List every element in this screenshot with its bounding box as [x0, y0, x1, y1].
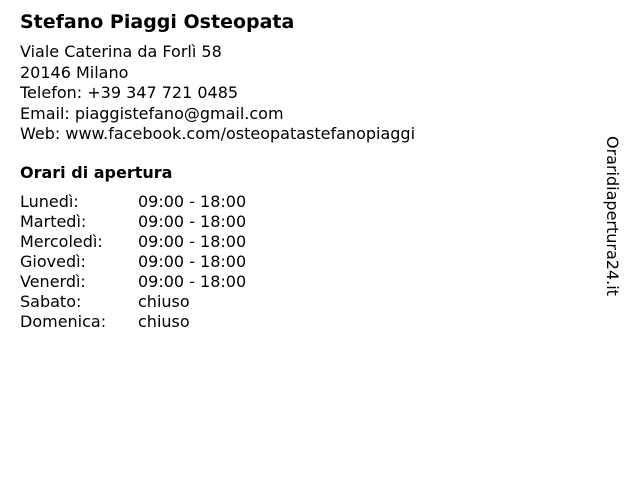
hours-row-saturday — [20, 292, 246, 312]
contact-block — [20, 42, 580, 145]
day-label: Martedì: — [20, 211, 87, 231]
web-text: Web: www.facebook.com/osteopatastefanopiaggi — [20, 124, 416, 143]
day-hours: 09:00 - 18:00 — [138, 211, 247, 231]
day-hours: 09:00 - 18:00 — [138, 271, 247, 291]
site-brand-text: Oraridiapertura24.it — [603, 136, 622, 296]
day-hours: 09:00 - 18:00 — [138, 251, 247, 271]
hours-row-monday — [20, 192, 246, 212]
day-hours: 09:00 - 18:00 — [138, 191, 247, 211]
address-city: 20146 Milano — [20, 62, 129, 82]
day-label: Mercoledì: — [20, 231, 103, 251]
hours-row-tuesday — [20, 212, 246, 232]
hours-row-thursday — [20, 252, 246, 272]
hours-row-sunday — [20, 312, 246, 332]
day-label: Domenica: — [20, 311, 107, 331]
hours-row-wednesday — [20, 232, 246, 252]
day-label: Lunedì: — [20, 191, 79, 211]
phone-text: Telefon: +39 347 721 0485 — [20, 83, 239, 102]
day-hours: chiuso — [138, 311, 190, 331]
address-street: Viale Caterina da Forlì 58 — [20, 42, 222, 61]
day-label: Sabato: — [20, 291, 82, 311]
business-card — [20, 10, 580, 332]
business-name: Stefano Piaggi Osteopata — [20, 11, 295, 33]
day-hours: chiuso — [138, 291, 190, 311]
day-label: Venerdì: — [20, 271, 86, 291]
email-text: Email: piaggistefano@gmail.com — [20, 103, 284, 123]
opening-hours-title: Orari di apertura — [20, 162, 173, 182]
day-hours: 09:00 - 18:00 — [138, 231, 247, 251]
day-label: Giovedì: — [20, 251, 86, 271]
hours-row-friday — [20, 272, 246, 292]
opening-hours-table — [20, 192, 246, 332]
